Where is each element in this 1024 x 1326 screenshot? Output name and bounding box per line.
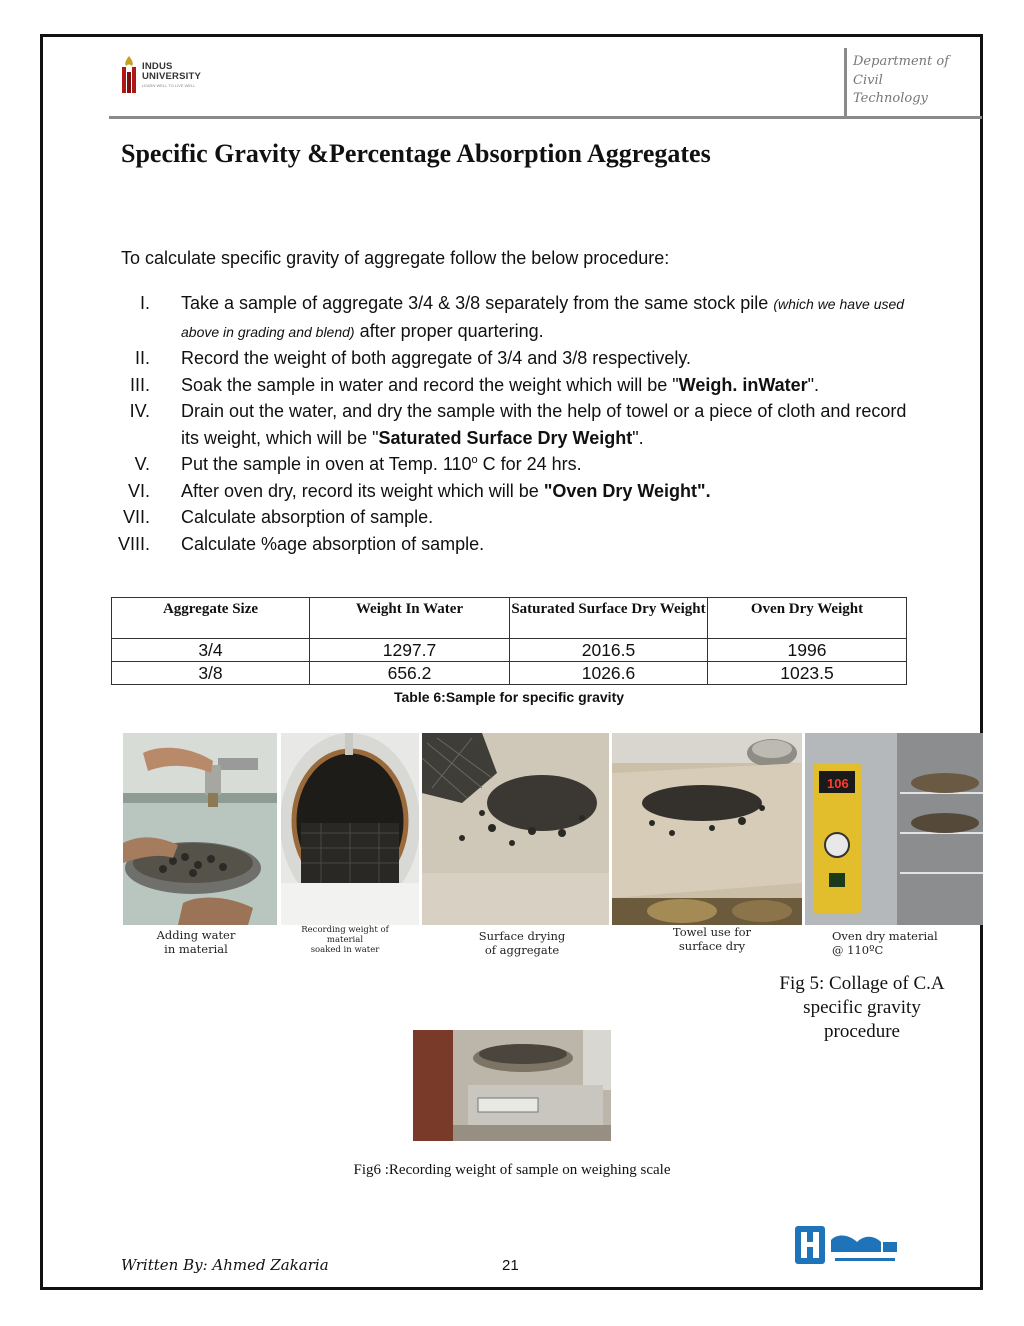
logo-tagline: LEARN WELL TO LIVE WELL — [142, 83, 196, 88]
step-text: After oven dry, record its weight which will be — [181, 480, 544, 501]
department-line: Department of — [853, 54, 950, 69]
table-header-row — [112, 598, 907, 639]
logo-wordmark: INDUS UNIVERSITY — [142, 61, 202, 82]
photo-weighing-scale — [413, 1030, 611, 1141]
procedure-step — [110, 372, 910, 399]
figure-6-caption: Fig6 :Recording weight of sample on weighing scale — [353, 1162, 671, 1178]
step-text: Take a sample of aggregate 3/4 & 3/8 separately from the same stock pile — [181, 293, 769, 313]
header-rule — [109, 116, 982, 119]
step-text-tail: after proper quartering. — [354, 320, 544, 341]
table-cell: 2016.5 — [510, 639, 708, 662]
step-emphasis: Saturated Surface Dry Weight — [378, 427, 633, 448]
step-text-tail: C for 24 hrs. — [477, 454, 582, 474]
table-caption: Table 6:Sample for specific gravity — [393, 689, 625, 705]
step-number: IV. — [129, 401, 150, 421]
intro-text: To calculate specific gravity of aggregate follow the below procedure: — [121, 248, 670, 268]
photo-soaked-in-water — [281, 733, 419, 925]
step-text-tail: ". — [632, 427, 644, 448]
step-emphasis: "Oven Dry Weight". — [543, 480, 711, 501]
photo-surface-drying — [422, 733, 609, 925]
procedure-step — [110, 290, 910, 345]
step-text: Soak the sample in water and record the weight which will be " — [181, 374, 679, 395]
department-line: Technology — [853, 91, 928, 106]
collage-caption: Recording weight of material soaked in water — [301, 925, 389, 955]
step-number: VI. — [127, 480, 150, 501]
table-cell: 1026.6 — [510, 662, 708, 685]
table-cell: 1023.5 — [708, 662, 907, 685]
page-title: Specific Gravity &Percentage Absorption Aggregates — [121, 139, 711, 168]
procedure-step — [110, 451, 910, 478]
table-cell: 3/4 — [112, 639, 310, 662]
step-emphasis: Weigh. inWater — [678, 374, 808, 395]
table-cell: 3/8 — [112, 662, 310, 685]
procedure-step — [110, 504, 910, 531]
footer-author: Written By: Ahmed Zakaria — [121, 1256, 329, 1274]
step-number: VIII. — [117, 533, 150, 554]
company-emblem-icon — [795, 1222, 905, 1270]
collage-caption: Adding water in material — [156, 928, 236, 956]
procedure-step — [110, 345, 910, 372]
step-number: I. — [139, 293, 150, 313]
photo-oven-drying — [805, 733, 983, 925]
step-number: VII. — [122, 507, 150, 527]
department-label — [853, 53, 978, 109]
table-cell: 1996 — [708, 639, 907, 662]
procedure-step — [110, 531, 910, 558]
photo-towel-drying — [612, 733, 802, 925]
column-header: Aggregate Size — [112, 598, 310, 639]
collage-caption: Oven dry material @ 110ºC — [832, 929, 938, 957]
step-note: (which we have used above in grading and blend) — [181, 296, 905, 340]
procedure-list — [110, 290, 910, 557]
step-text: Calculate %age absorption of sample. — [181, 533, 485, 554]
photo-adding-water — [123, 733, 277, 925]
step-text-tail: ". — [807, 374, 820, 395]
procedure-step — [110, 478, 910, 505]
specific-gravity-table — [111, 597, 907, 685]
degree-superscript: o — [471, 454, 478, 466]
header-divider-vertical — [844, 48, 847, 116]
step-number: III. — [129, 374, 150, 395]
step-text: Calculate absorption of sample. — [181, 507, 434, 527]
page-number: 21 — [502, 1257, 519, 1274]
table-row — [112, 639, 907, 662]
table-cell: 1297.7 — [310, 639, 510, 662]
university-crest-icon — [120, 54, 138, 94]
column-header: Oven Dry Weight — [708, 598, 907, 639]
procedure-step — [110, 398, 910, 451]
step-text: Put the sample in oven at Temp. 110 — [181, 454, 472, 474]
company-logo — [795, 1222, 905, 1270]
column-header: Saturated Surface Dry Weight — [510, 598, 708, 639]
step-number: V. — [134, 454, 150, 474]
step-text: Record the weight of both aggregate of 3/4 and 3/8 respectively. — [181, 348, 691, 368]
oven-display-readout: 106 — [827, 776, 849, 791]
department-line: Civil — [853, 72, 883, 88]
table-cell: 656.2 — [310, 662, 510, 685]
step-number: II. — [134, 348, 150, 368]
collage-caption: Towel use for surface dry — [672, 925, 752, 953]
table-row — [112, 662, 907, 685]
step-text: Drain out the water, and dry the sample with the help of towel or a piece of cloth and record its weight, which will be " — [181, 401, 907, 448]
column-header: Weight In Water — [310, 598, 510, 639]
collage-caption: Surface drying of aggregate — [478, 929, 566, 957]
indus-university-logo — [120, 52, 218, 96]
figure-5-caption: Fig 5: Collage of C.A specific gravity procedure — [779, 973, 945, 1042]
